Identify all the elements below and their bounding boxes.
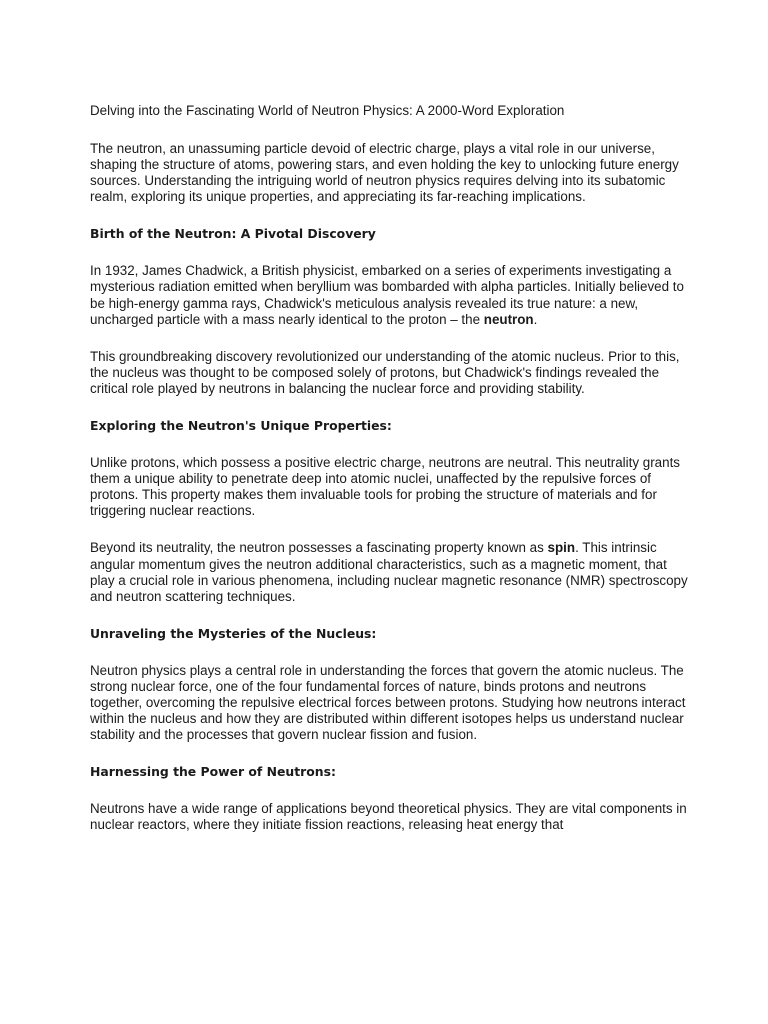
neutron-emphasis: neutron: [483, 311, 534, 327]
document-title: Delving into the Fascinating World of Neutron Physics: A 2000-Word Exploration: [90, 103, 565, 118]
chadwick-paragraph: [90, 263, 690, 327]
section-heading-properties: Exploring the Neutron's Unique Properties:: [90, 418, 392, 434]
chadwick-text-end: .: [533, 311, 538, 327]
spin-emphasis: spin: [547, 540, 576, 556]
intro-paragraph: The neutron, an unassuming particle devoid of electric charge, plays a vital role in our universe, shaping the structure of atoms, powering stars, and even holding the key to unlocking future energy sources. Understanding the intriguing world of neutron physics requires delving into its subatomic realm, exploring its unique properties, and appreciating its far-reaching implications.: [90, 141, 679, 205]
document-page: [90, 103, 690, 854]
chadwick-text: In 1932, James Chadwick, a British physicist, embarked on a series of experiments investigating a mysterious radiation emitted when beryllium was bombarded with alpha particles. Initially believed to be high-energy gamma rays, Chadwick's meticulous analysis revealed its true nature: a new, uncharged particle with a mass nearly identical to the proton – the: [90, 263, 684, 327]
section-heading-nucleus: Unraveling the Mysteries of the Nucleus:: [90, 625, 377, 641]
section-heading-birth: Birth of the Neutron: A Pivotal Discovery: [90, 226, 376, 242]
nucleus-paragraph: Neutron physics plays a central role in understanding the forces that govern the atomic nucleus. The strong nuclear force, one of the four fundamental forces of nature, binds protons and neutrons together, overcoming the repulsive electrical forces between protons. Studying how neutrons interact within the nucleus and how they are distributed within different isotopes helps us understand nuclear stability and the processes that govern nuclear fission and fusion.: [90, 662, 686, 743]
discovery-paragraph: This groundbreaking discovery revolutionized our understanding of the atomic nucleus. Prior to this, the nucleus was thought to be composed solely of protons, but Chadwick's findings revealed the critical role played by neutrons in balancing the nuclear force and providing stability.: [90, 348, 680, 396]
section-heading-harnessing: Harnessing the Power of Neutrons:: [90, 764, 336, 780]
spin-text: Beyond its neutrality, the neutron possesses a fascinating property known as: [90, 540, 548, 556]
spin-paragraph: [90, 540, 690, 604]
applications-paragraph: Neutrons have a wide range of applications beyond theoretical physics. They are vital components in nuclear reactors, where they initiate fission reactions, releasing heat energy that: [90, 801, 687, 833]
neutrality-paragraph: Unlike protons, which possess a positive electric charge, neutrons are neutral. This neutrality grants them a unique ability to penetrate deep into atomic nuclei, unaffected by the repulsive forces of protons. This property makes them invaluable tools for probing the structure of materials and for triggering nuclear reactions.: [90, 455, 680, 519]
spin-text-end: . This intrinsic angular momentum gives the neutron additional characteristics, such as a magnetic moment, that play a crucial role in various phenomena, including nuclear magnetic resonance (NMR) spectroscopy and neutron scattering techniques.: [90, 540, 688, 604]
